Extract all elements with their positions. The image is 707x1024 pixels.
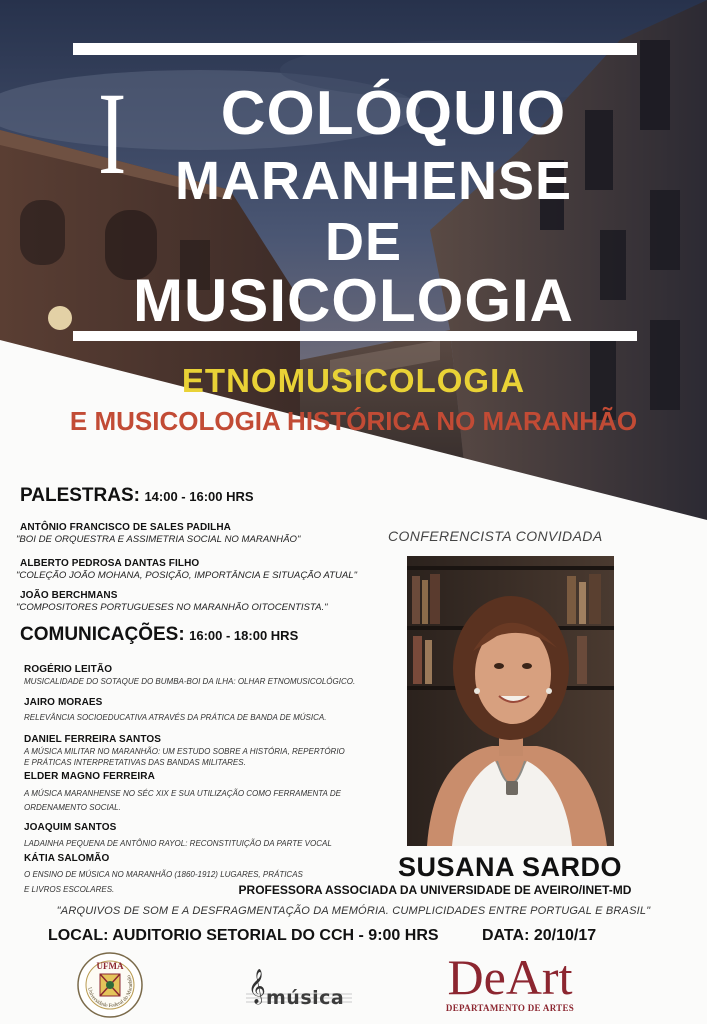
- palestras-heading: [20, 485, 254, 507]
- comunicacoes-label: COMUNICAÇÕES:: [20, 624, 185, 645]
- comunicacao-talk: MUSICALIDADE DO SOTAQUE DO BUMBA-BOI DA ILHA: OLHAR ETNOMUSICOLÓGICO.: [24, 677, 356, 686]
- guest-affiliation: PROFESSORA ASSOCIADA DA UNIVERSIDADE DE AVEIRO/INET-MD: [238, 883, 632, 897]
- title-rule-top: [73, 43, 637, 55]
- title-line-1: COLÓQUIO: [220, 79, 567, 148]
- subtitle-musicologia-historica: E MUSICOLOGIA HISTÓRICA NO MARANHÃO: [69, 406, 638, 436]
- guest-portrait-illustration: [407, 556, 614, 846]
- ufma-wordmark: UFMA: [96, 961, 124, 971]
- comunicacoes-time: 16:00 - 18:00 HRS: [189, 628, 299, 643]
- event-date: DATA: 20/10/17: [482, 927, 597, 944]
- musica-wordmark: música: [266, 987, 345, 1009]
- musica-logo: [244, 964, 354, 1014]
- palestra-talk: "COMPOSITORES PORTUGUESES NO MARANHÃO OITOCENTISTA.": [16, 602, 328, 613]
- guest-photo: [407, 556, 614, 846]
- comunicacao-talk: RELEVÂNCIA SOCIOEDUCATIVA ATRAVÉS DA PRÁTICA DE BANDA DE MÚSICA.: [24, 713, 327, 722]
- comunicacao-talk-line-2: E PRÁTICAS INTERPRETATIVAS DAS BANDAS MILITARES.: [24, 758, 246, 767]
- deart-logo: [410, 950, 610, 1020]
- comunicacao-talk: A MÚSICA MILITAR NO MARANHÃO: UM ESTUDO SOBRE A HISTÓRIA, REPERTÓRIO: [24, 747, 345, 756]
- ufma-logo: [76, 951, 144, 1019]
- comunicacao-talk-line-2: E LIVROS ESCOLARES.: [24, 885, 115, 894]
- deart-subtitle: DEPARTAMENTO DE ARTES: [445, 1003, 575, 1013]
- guest-label: CONFERENCISTA CONVIDADA: [388, 528, 603, 544]
- comunicacao-speaker: ROGÉRIO LEITÃO: [24, 664, 113, 675]
- guest-talk-title: "ARQUIVOS DE SOM E A DESFRAGMENTAÇÃO DA MEMÓRIA. CUMPLICIDADES ENTRE PORTUGAL E BRASIL": [56, 905, 651, 917]
- comunicacao-speaker: DANIEL FERREIRA SANTOS: [24, 734, 162, 745]
- comunicacao-talk: O ENSINO DE MÚSICA NO MARANHÃO (1860-1912) LUGARES, PRÁTICAS: [24, 870, 303, 879]
- treble-clef-icon: 𝄞: [248, 969, 266, 1004]
- comunicacao-talk: LADAINHA PEQUENA DE ANTÔNIO RAYOL: RECONSTITUIÇÃO DA PARTE VOCAL: [24, 839, 332, 848]
- palestra-talk: "COLEÇÃO JOÃO MOHANA, POSIÇÃO, IMPORTÂNCIA E SITUAÇÃO ATUAL": [16, 570, 358, 581]
- palestras-time: 14:00 - 16:00 HRS: [144, 489, 254, 504]
- comunicacoes-heading: [20, 624, 298, 646]
- palestra-talk: "BOI DE ORQUESTRA E ASSIMETRIA SOCIAL NO MARANHÃO": [16, 534, 301, 545]
- comunicacao-speaker: ELDER MAGNO FERREIRA: [24, 771, 155, 782]
- roman-numeral: I: [98, 68, 127, 199]
- comunicacao-speaker: JOAQUIM SANTOS: [24, 822, 117, 833]
- subtitle-etnomusicologia: ETNOMUSICOLOGIA: [181, 362, 526, 399]
- event-location: LOCAL: AUDITORIO SETORIAL DO CCH - 9:00 HRS: [48, 927, 439, 944]
- palestra-speaker: ANTÔNIO FRANCISCO DE SALES PADILHA: [20, 522, 231, 533]
- deart-wordmark: DeArt: [447, 949, 573, 1005]
- comunicacao-talk-line-2: ORDENAMENTO SOCIAL.: [24, 803, 121, 812]
- title-line-4: MUSICOLOGIA: [133, 267, 574, 334]
- title-line-3: DE: [324, 212, 402, 272]
- palestra-speaker: ALBERTO PEDROSA DANTAS FILHO: [20, 558, 200, 569]
- comunicacao-speaker: KÁTIA SALOMÃO: [24, 853, 110, 864]
- comunicacao-talk: A MÚSICA MARANHENSE NO SÉC XIX E SUA UTILIZAÇÃO COMO FERRAMENTA DE: [24, 789, 341, 798]
- palestra-speaker: JOÃO BERCHMANS: [20, 590, 118, 601]
- guest-name: SUSANA SARDO: [397, 852, 623, 882]
- palestras-label: PALESTRAS:: [20, 485, 140, 506]
- comunicacao-speaker: JAIRO MORAES: [24, 697, 103, 708]
- title-line-2: MARANHENSE: [174, 151, 573, 211]
- ufma-ring-text: Universidade Federal do Maranhão: [86, 973, 135, 1010]
